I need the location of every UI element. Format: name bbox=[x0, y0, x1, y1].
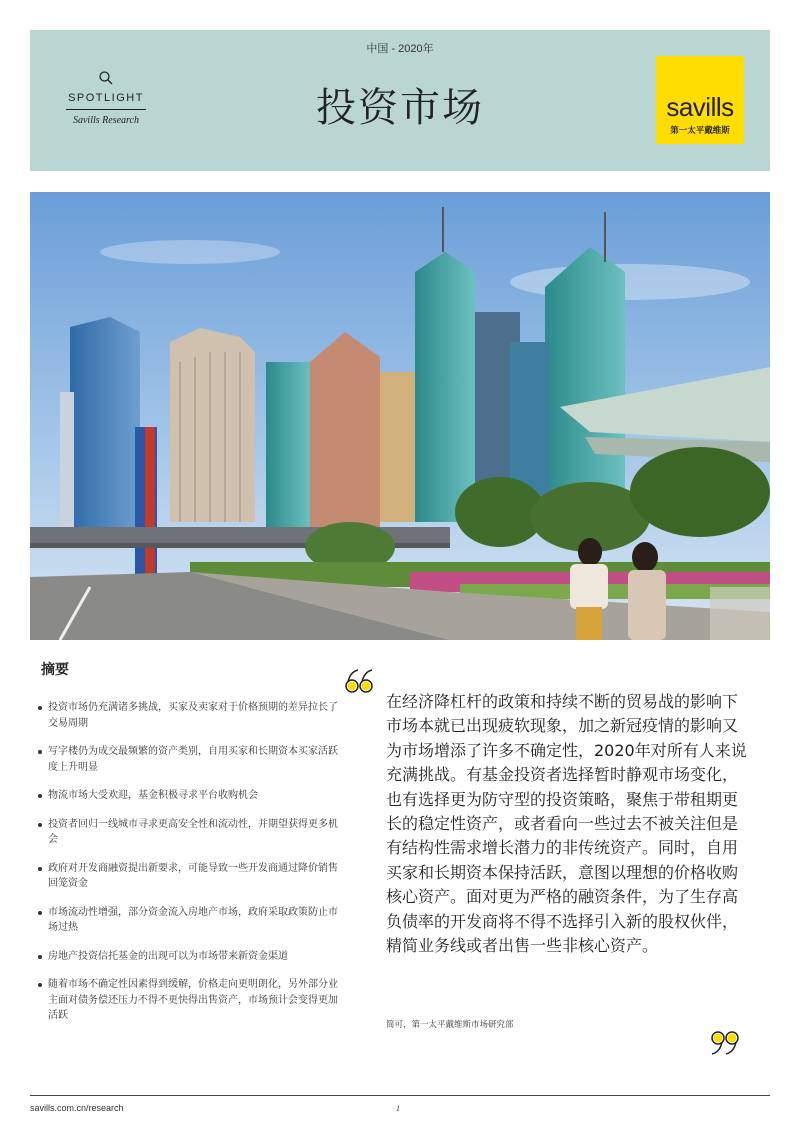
open-quote-icon bbox=[344, 668, 376, 694]
list-item: 物流市场大受欢迎，基金积极寻求平台收购机会 bbox=[38, 788, 338, 804]
city-skyline-photo bbox=[30, 192, 770, 640]
page-number: 1 bbox=[396, 1104, 400, 1113]
footer-url[interactable]: savills.com.cn/research bbox=[30, 1103, 124, 1113]
list-item: 随着市场不确定性因素得到缓解，价格走向更明朗化，另外部分业主面对债务偿还压力不得不更快得出售资产，市场预计会变得更加活跃 bbox=[38, 977, 338, 1024]
spotlight-label: SPOTLIGHT bbox=[66, 92, 146, 110]
list-item: 投资者回归一线城市寻求更高安全性和流动性，并期望获得更多机会 bbox=[38, 817, 338, 848]
logo-wordmark: savills bbox=[666, 92, 734, 122]
list-item: 房地产投资信托基金的出现可以为市场带来新资金渠道 bbox=[38, 949, 338, 965]
list-item: 写字楼仍为成交最频繁的资产类别，自用买家和长期资本买家活跃度上升明显 bbox=[38, 744, 338, 775]
logo-cn-name: 第一太平戴维斯 bbox=[670, 126, 730, 136]
quote-source: 简可，第一太平戴维斯市场研究部 bbox=[386, 1020, 514, 1030]
pull-quote: 在经济降杠杆的政策和持续不断的贸易战的影响下市场本就已出现疲软现象，加之新冠疫情的影响又为市场增添了许多不确定性，2020年对所有人来说充满挑战。有基金投资者选择暂时静观市场变化，也有选择更为防守型的投资策略，聚焦于带租期更长的稳定性资产，或者看向一些过去不被关注但是有结构性需求增长潜力的非传统资产。同时，自用买家和长期资本保持活跃，意图以理想的价格收购核心资产。面对更为严格的融资条件，为了生存高负债率的开发商将不得不选择引入新的股权伙伴，精简业务线或者出售一些非核心资产。 bbox=[386, 692, 747, 956]
footer-divider bbox=[30, 1095, 770, 1096]
spotlight-sub: Savills Research bbox=[72, 115, 139, 126]
spotlight-badge bbox=[66, 70, 146, 126]
list-item: 政府对开发商融资提出新要求，可能导致一些开发商通过降价销售回笼资金 bbox=[38, 861, 338, 892]
header-banner bbox=[30, 30, 770, 171]
list-item: 投资市场仍充满诸多挑战，买家及卖家对于价格预期的差异拉长了交易周期 bbox=[38, 700, 338, 731]
report-subtitle: 中国 - 2020年 bbox=[366, 43, 434, 55]
savills-logo bbox=[656, 56, 744, 144]
summary-list bbox=[38, 700, 338, 1037]
page-title: 投资市场 bbox=[316, 85, 484, 131]
list-item: 市场流动性增强，部分资金流入房地产市场，政府采取政策防止市场过热 bbox=[38, 905, 338, 936]
close-quote-icon bbox=[708, 1030, 740, 1056]
summary-title: 摘要 bbox=[41, 662, 69, 678]
search-icon bbox=[98, 70, 114, 86]
